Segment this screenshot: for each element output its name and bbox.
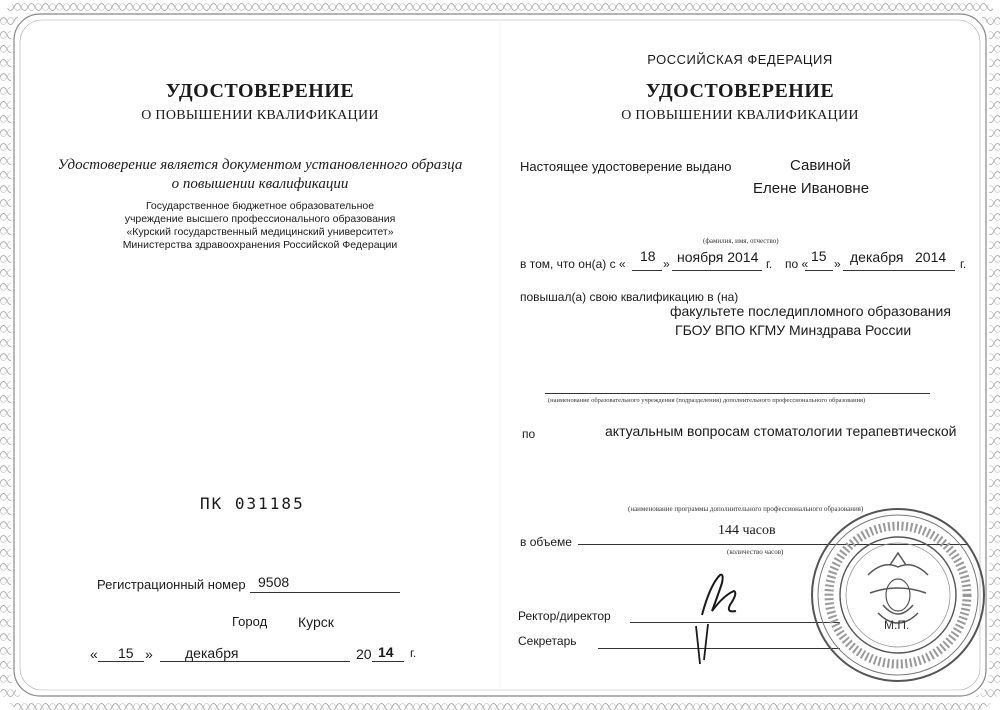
rector-label: Ректор/директор xyxy=(518,609,611,623)
official-seal-stamp xyxy=(808,505,988,685)
from-month-line xyxy=(672,270,762,271)
issue-date-open-quote: « xyxy=(90,646,98,662)
issue-year-suffix: 14 xyxy=(378,644,394,660)
left-italic-line1: Удостоверение является документом установленного образца xyxy=(57,157,463,173)
right-subtitle: О ПОВЫШЕНИИ КВАЛИФИКАЦИИ xyxy=(621,108,859,123)
org-line-3: «Курский государственный медицинский университет» xyxy=(126,226,394,238)
to-g: г. xyxy=(960,257,967,271)
institution-line-2: ГБОУ ВПО КГМУ Минздрава России xyxy=(675,322,912,338)
holder-name: Елене Ивановне xyxy=(753,180,870,197)
reg-number-label: Регистрационный номер xyxy=(97,577,246,592)
improved-label: повышал(а) свою квалификацию в (на) xyxy=(520,290,739,304)
period-to-label: по « xyxy=(785,257,809,271)
institution-line xyxy=(545,393,930,394)
issue-month: декабря xyxy=(185,645,239,661)
holder-surname: Савиной xyxy=(790,157,851,174)
org-line-2: учреждение высшего профессионального образования xyxy=(124,213,396,225)
issue-date-close-quote: » xyxy=(145,646,153,662)
serial-number: ПК 031185 xyxy=(200,494,305,513)
institution-line-1: факультете последипломного образования xyxy=(670,303,951,319)
reg-number-line xyxy=(250,592,400,593)
city-value: Курск xyxy=(298,614,334,630)
from-day: 18 xyxy=(640,248,656,264)
org-line-1: Государственное бюджетное образовательное xyxy=(145,200,375,212)
issue-day: 15 xyxy=(118,645,134,661)
country-header: РОССИЙСКАЯ ФЕДЕРАЦИЯ xyxy=(647,52,833,67)
issue-year-line xyxy=(372,661,404,662)
to-day: 15 xyxy=(811,248,827,264)
hours-label: в объеме xyxy=(520,535,572,549)
issue-month-line xyxy=(160,661,350,662)
program-po-label: по xyxy=(522,427,536,441)
from-month-year: ноября 2014 xyxy=(677,249,759,265)
stamp-place-label: М.П. xyxy=(884,618,910,632)
issued-label: Настоящее удостоверение выдано xyxy=(520,159,732,174)
reg-number-value: 9508 xyxy=(258,574,290,590)
right-title: УДОСТОВЕРЕНИЕ xyxy=(645,80,835,102)
to-day-close-quote: » xyxy=(834,257,841,271)
hours-value: 144 часов xyxy=(718,523,776,538)
city-label: Город xyxy=(232,614,268,629)
rector-signature xyxy=(690,565,750,625)
left-title: УДОСТОВЕРЕНИЕ xyxy=(165,80,355,102)
issue-day-line xyxy=(98,661,144,662)
issue-year-g: г. xyxy=(410,646,417,660)
program-name: актуальным вопросам стоматологии терапевтической xyxy=(605,423,957,439)
from-day-close-quote: » xyxy=(663,257,670,271)
secretary-label: Секретарь xyxy=(518,634,577,648)
to-year: 2014 xyxy=(915,249,947,265)
secretary-signature xyxy=(690,620,720,670)
institution-caption: (наименование образовательного учреждения (подразделения) дополнительного профессионального образования) xyxy=(548,397,866,404)
from-day-line xyxy=(632,270,662,271)
issue-year-prefix: 20 xyxy=(356,646,372,662)
hours-caption: (количество часов) xyxy=(727,548,784,556)
to-day-line xyxy=(805,270,833,271)
to-date-line xyxy=(843,270,955,271)
program-caption: (наименование программы дополнительного профессионального образования) xyxy=(628,505,864,513)
holder-name-caption: (фамилия, имя, отчество) xyxy=(703,237,779,245)
left-subtitle: О ПОВЫШЕНИИ КВАЛИФИКАЦИИ xyxy=(141,108,379,123)
period-from-label: в том, что он(а) с « xyxy=(520,257,626,271)
from-g: г. xyxy=(766,257,773,271)
left-italic-line2: о повышении квалификации xyxy=(171,176,349,192)
org-line-4: Министерства здравоохранения Российской Федерации xyxy=(122,239,398,251)
to-month: декабря xyxy=(850,249,904,265)
